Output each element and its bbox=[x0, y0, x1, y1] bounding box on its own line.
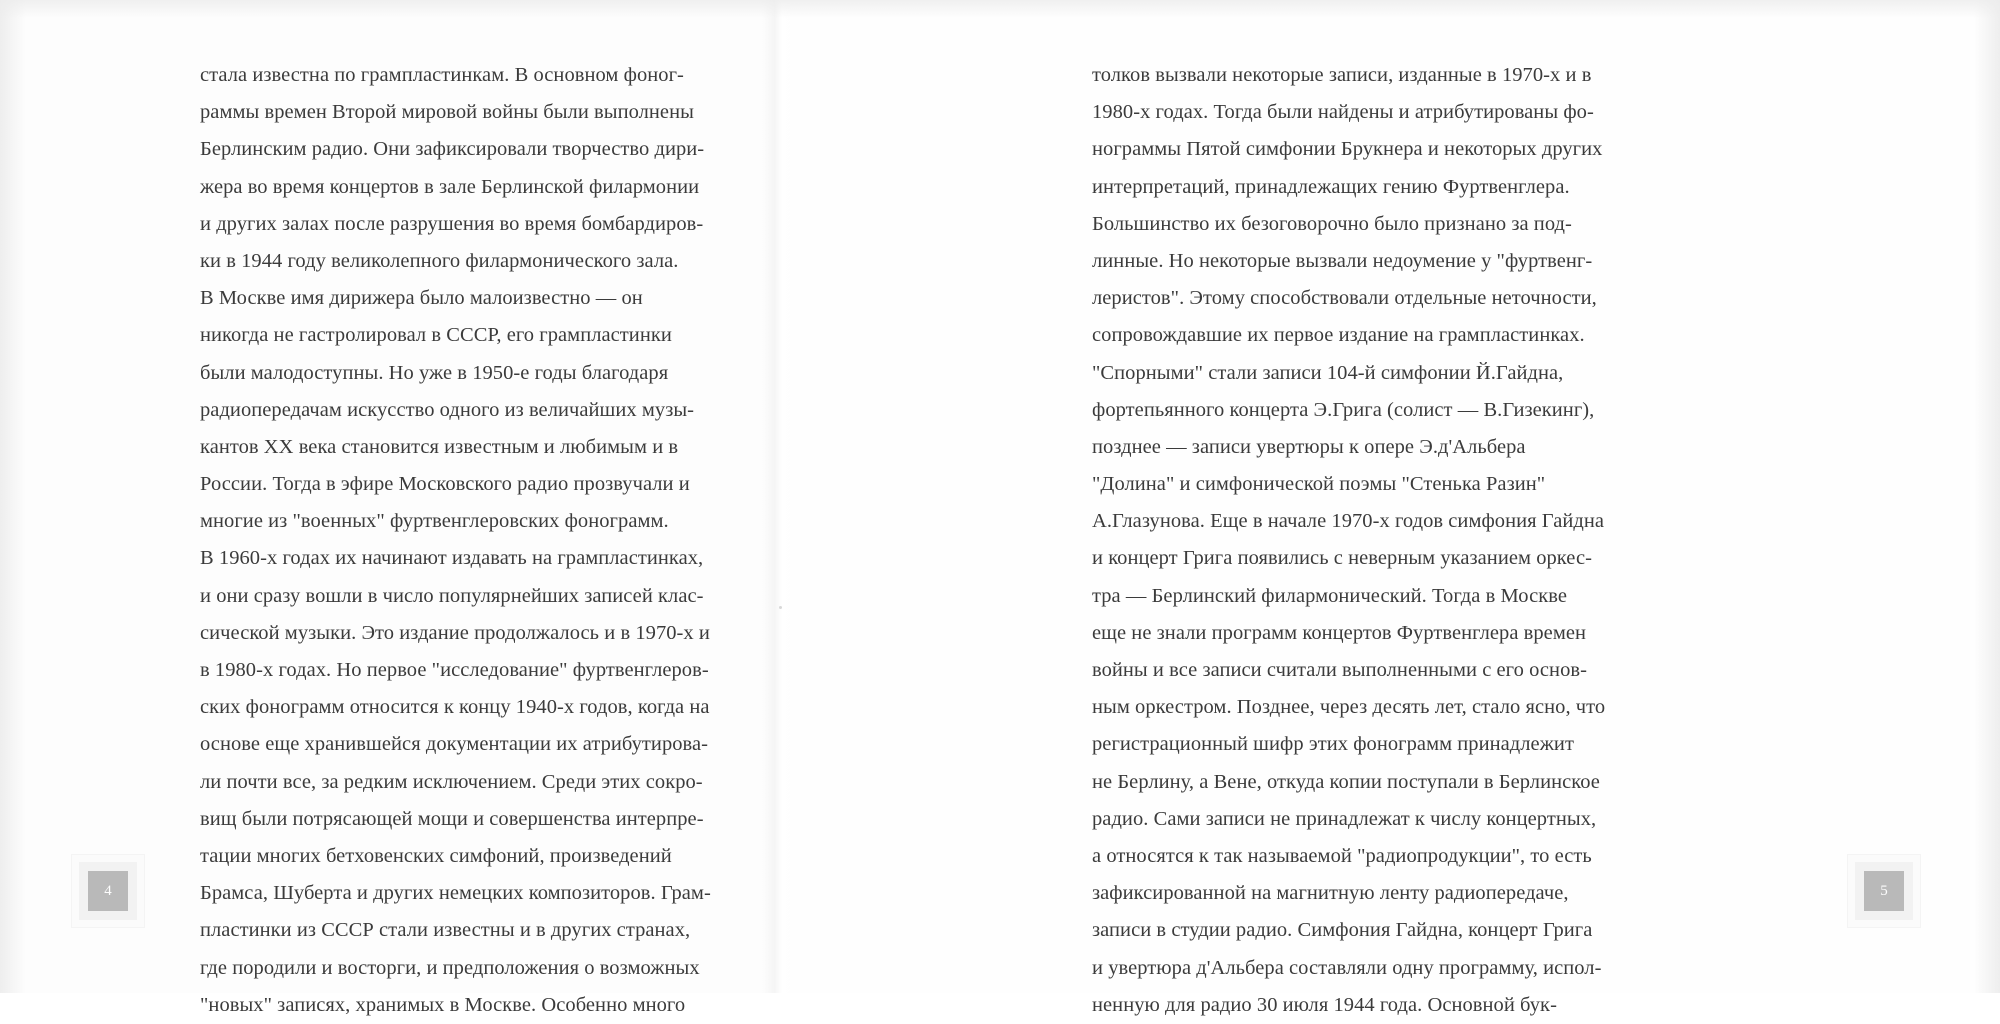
text-line: А.Глазунова. Еще в начале 1970-х годов симфония Гайдна bbox=[1092, 510, 1605, 533]
left-edge-shadow bbox=[0, 0, 26, 993]
text-line: где породили и восторги, и предположения о возможных bbox=[200, 956, 700, 979]
text-line: зафиксированной на магнитную ленту радиопередаче, bbox=[1092, 882, 1569, 905]
text-line: основе еще хранившейся документации их атрибутирова- bbox=[200, 733, 709, 756]
text-line: фортепьянного концерта Э.Грига (солист — В.Гизекинг), bbox=[1092, 398, 1595, 421]
text-line: "новых" записях, хранимых в Москве. Особенно много bbox=[200, 993, 686, 1016]
text-line: "Долина" и симфонической поэмы "Стенька Разин" bbox=[1092, 473, 1546, 496]
text-line: а относятся к так называемой "радиопродукции", то есть bbox=[1092, 844, 1592, 867]
text-line: были малодоступны. Но уже в 1950-е годы благодаря bbox=[200, 361, 669, 384]
text-line: В 1960-х годах их начинают издавать на грампластинках, bbox=[200, 547, 704, 570]
text-line: и других залах после разрушения во время бомбардиров- bbox=[200, 212, 704, 235]
text-line: линные. Но некоторые вызвали недоумение у "фуртвенг- bbox=[1092, 249, 1593, 272]
text-line: жера во время концертов в зале Берлинской филармонии bbox=[200, 175, 700, 198]
text-line: России. Тогда в эфире Московского радио прозвучали и bbox=[200, 473, 690, 496]
text-line: тра — Берлинский филармонический. Тогда в Москве bbox=[1092, 584, 1567, 607]
page-number-badge-right bbox=[1848, 855, 1920, 927]
text-line: ли почти все, за редким исключением. Среди этих сокро- bbox=[200, 770, 703, 793]
text-line: в 1980-х годах. Но первое "исследование" фуртвенглеров- bbox=[200, 659, 709, 681]
text-line: и они сразу вошли в число популярнейших записей клас- bbox=[200, 584, 704, 607]
text-line: радио. Сами записи не принадлежат к числу концертных, bbox=[1092, 807, 1597, 830]
scan-speck bbox=[779, 606, 782, 609]
text-line: Брамса, Шуберта и других немецких композиторов. Грам- bbox=[200, 882, 711, 905]
text-line: вищ были потрясающей мощи и совершенства интерпре- bbox=[200, 807, 704, 830]
top-edge-shadow bbox=[0, 0, 2000, 18]
text-line: и увертюра д'Альбера составляли одну программу, испол- bbox=[1092, 956, 1602, 979]
text-line: тации многих бетховенских симфоний, произведений bbox=[200, 844, 672, 867]
text-line: В Москве имя дирижера было малоизвестно — он bbox=[200, 287, 643, 310]
right-edge-shadow bbox=[1974, 0, 2000, 993]
text-line: пластинки из СССР стали известны и в других странах, bbox=[200, 919, 691, 942]
page-number-badge-left bbox=[72, 855, 144, 927]
text-line: интерпретаций, принадлежащих гению Фуртвенглера. bbox=[1092, 175, 1570, 198]
left-page-text-column bbox=[200, 57, 711, 1024]
text-line: сопровождавшие их первое издание на грампластинках. bbox=[1092, 324, 1585, 347]
text-line: стала известна по грампластинкам. В основном фоног- bbox=[200, 64, 684, 86]
page-number-right: 5 bbox=[1864, 871, 1904, 911]
text-line: ненную для радио 30 июля 1944 года. Основной бук- bbox=[1092, 993, 1557, 1016]
text-line: радиопередачам искусство одного из величайших музы- bbox=[200, 398, 695, 421]
text-line: 1980-х годах. Тогда были найдены и атрибутированы фо- bbox=[1092, 101, 1594, 124]
text-line: ным оркестром. Позднее, через десять лет, стало ясно, что bbox=[1092, 696, 1606, 719]
text-line: войны и все записи считали выполненными с его основ- bbox=[1092, 659, 1587, 681]
text-line: сической музыки. Это издание продолжалось и в 1970-х и bbox=[200, 621, 710, 644]
page-gutter bbox=[762, 0, 798, 993]
text-line: Большинство их безоговорочно было признано за под- bbox=[1092, 212, 1572, 235]
text-line: не Берлину, а Вене, откуда копии поступали в Берлинское bbox=[1092, 770, 1600, 793]
text-line: леристов". Этому способствовали отдельные неточности, bbox=[1092, 287, 1597, 310]
text-line: Берлинским радио. Они зафиксировали творчество дири- bbox=[200, 138, 705, 161]
text-line: многие из "военных" фуртвенглеровских фонограмм. bbox=[200, 510, 669, 533]
text-line: толков вызвали некоторые записи, изданные в 1970-х и в bbox=[1092, 64, 1592, 86]
text-line: и концерт Грига появились с неверным указанием оркес- bbox=[1092, 547, 1592, 570]
text-line: кантов XX века становится известным и любимым и в bbox=[200, 435, 679, 458]
text-line: нограммы Пятой симфонии Брукнера и некоторых других bbox=[1092, 138, 1603, 161]
text-line: еще не знали программ концертов Фуртвенглера времен bbox=[1092, 621, 1587, 644]
text-line: раммы времен Второй мировой войны были выполнены bbox=[200, 101, 694, 124]
text-line: регистрационный шифр этих фонограмм принадлежит bbox=[1092, 733, 1574, 756]
right-page-text-column bbox=[1092, 57, 1606, 1024]
text-line: ки в 1944 году великолепного филармонического зала. bbox=[200, 249, 679, 272]
text-line: записи в студии радио. Симфония Гайдна, концерт Грига bbox=[1092, 919, 1593, 942]
text-line: "Спорными" стали записи 104-й симфонии Й.Гайдна, bbox=[1092, 361, 1564, 384]
text-line: позднее — записи увертюры к опере Э.д'Альбера bbox=[1092, 435, 1526, 458]
text-line: никогда не гастролировал в СССР, его грампластинки bbox=[200, 324, 672, 347]
page-number-left: 4 bbox=[88, 871, 128, 911]
text-line: ских фонограмм относится к концу 1940-х годов, когда на bbox=[200, 696, 710, 719]
